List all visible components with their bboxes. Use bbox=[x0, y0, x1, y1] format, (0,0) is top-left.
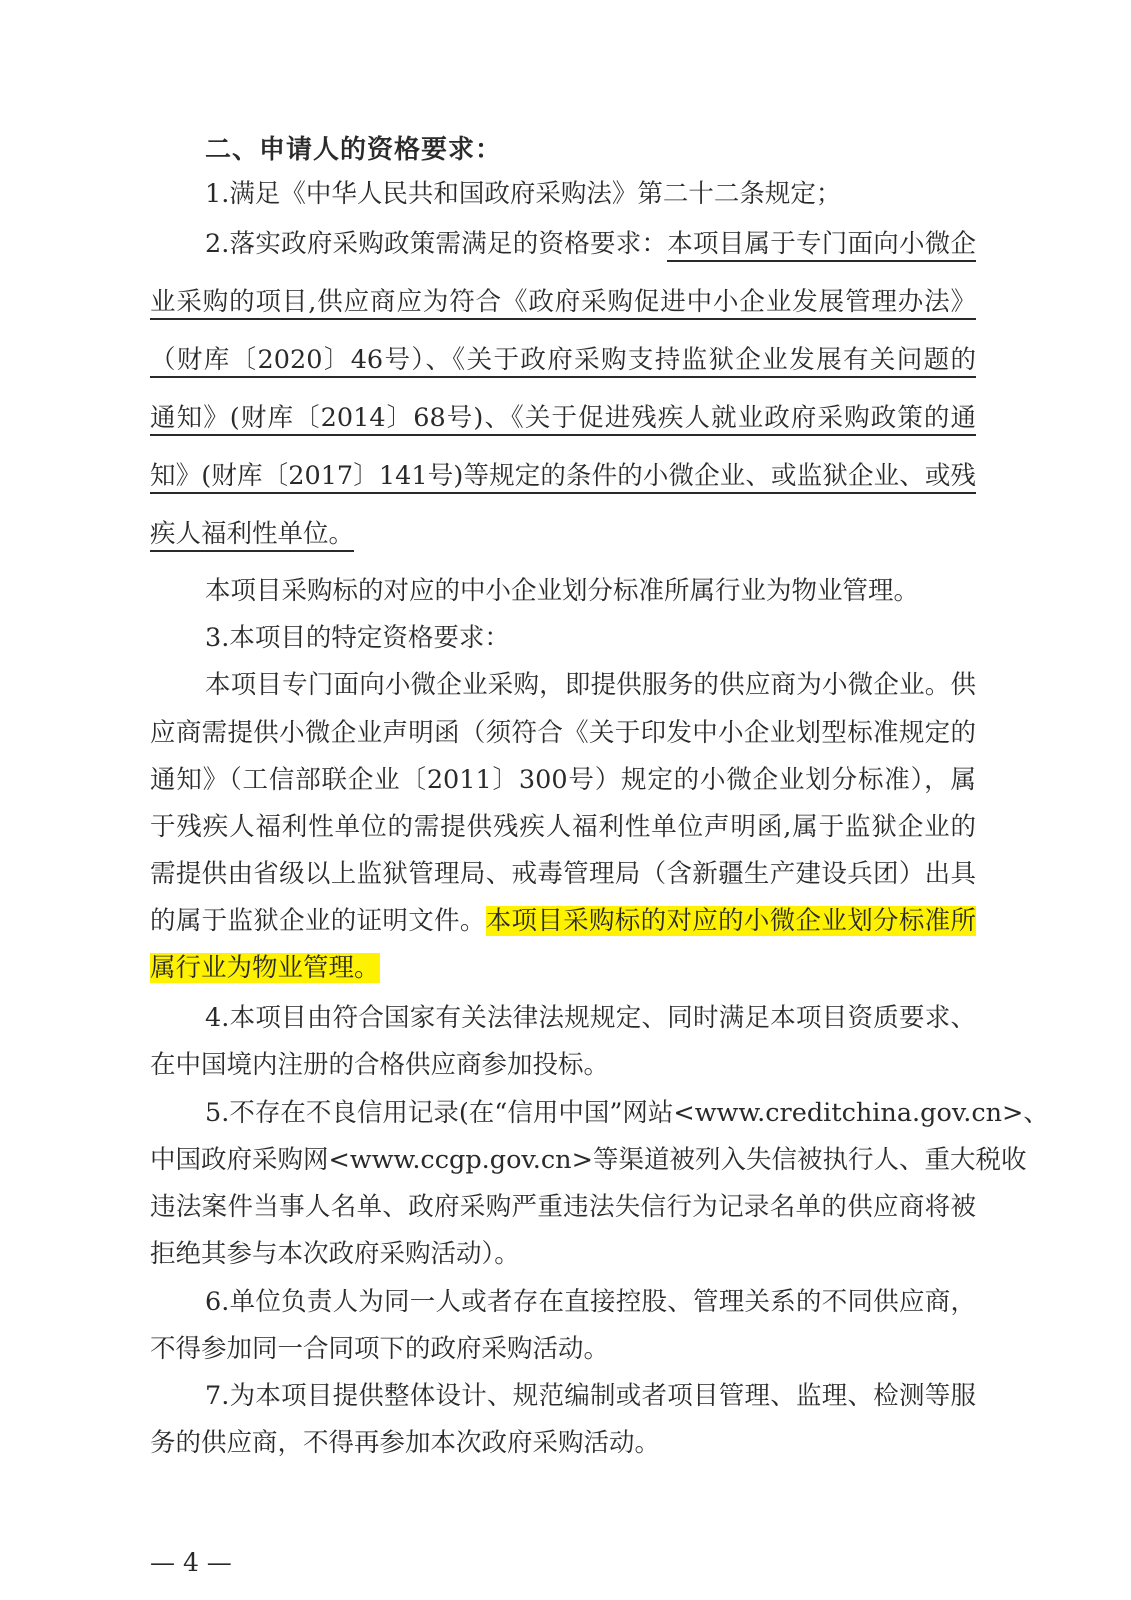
underlined-text: 业采购的项目,供应商应为符合《政府采购促进中小企业发展管理办法》 bbox=[150, 287, 976, 320]
paragraph-line: 的属于监狱企业的证明文件。本项目采购标的对应的小微企业划分标准所 bbox=[150, 906, 976, 936]
paragraph-line bbox=[150, 285, 976, 319]
underlined-text: （财库〔2020〕46号）、《关于政府采购支持监狱企业发展有关问题的 bbox=[150, 345, 976, 378]
paragraph-line: 违法案件当事人名单、政府采购严重违法失信行为记录名单的供应商将被 bbox=[150, 1192, 976, 1222]
paragraph-line: 5.不存在不良信用记录(在“信用中国”网站<www.creditchina.gov.cn>、 bbox=[205, 1098, 1049, 1128]
paragraph-line: 在中国境内注册的合格供应商参加投标。 bbox=[150, 1050, 610, 1080]
highlighted-text: 属行业为物业管理。 bbox=[150, 953, 380, 983]
underlined-text: 通知》(财库〔2014〕68号)、《关于促进残疾人就业政府采购政策的通 bbox=[150, 403, 976, 436]
paragraph-line: 6.单位负责人为同一人或者存在直接控股、管理关系的不同供应商， bbox=[205, 1287, 976, 1317]
paragraph-line: 需提供由省级以上监狱管理局、戒毒管理局（含新疆生产建设兵团）出具 bbox=[150, 859, 976, 889]
paragraph-line bbox=[150, 401, 976, 435]
paragraph-line: 本项目采购标的对应的中小企业划分标准所属行业为物业管理。 bbox=[205, 576, 920, 606]
paragraph-line: 务的供应商，不得再参加本次政府采购活动。 bbox=[150, 1428, 661, 1458]
section-heading: 二、申请人的资格要求： bbox=[205, 135, 503, 165]
paragraph-line: 于残疾人福利性单位的需提供残疾人福利性单位声明函,属于监狱企业的 bbox=[150, 812, 976, 842]
paragraph-line: 2.落实政府采购政策需满足的资格要求：本项目属于专门面向小微企 bbox=[205, 227, 976, 261]
paragraph-line bbox=[150, 459, 976, 493]
paragraph-line: 中国政府采购网<www.ccgp.gov.cn>等渠道被列入失信被执行人、重大税收 bbox=[150, 1145, 1027, 1175]
underlined-text: 疾人福利性单位。 bbox=[150, 519, 354, 552]
paragraph-line: 通知》（工信部联企业〔2011〕300号）规定的小微企业划分标准），属 bbox=[150, 765, 976, 795]
paragraph-line: 1.满足《中华人民共和国政府采购法》第二十二条规定； bbox=[205, 179, 842, 209]
paragraph-line: 4.本项目由符合国家有关法律法规规定、同时满足本项目资质要求、 bbox=[205, 1003, 976, 1033]
paragraph-line bbox=[150, 343, 976, 377]
paragraph-line bbox=[150, 517, 976, 551]
paragraph-line: 7.为本项目提供整体设计、规范编制或者项目管理、监理、检测等服 bbox=[205, 1381, 976, 1411]
paragraph-line: 本项目专门面向小微企业采购，即提供服务的供应商为小微企业。供 bbox=[205, 670, 976, 700]
highlighted-text: 本项目采购标的对应的小微企业划分标准所 bbox=[485, 906, 976, 936]
underlined-text: 知》(财库〔2017〕141号)等规定的条件的小微企业、或监狱企业、或残 bbox=[150, 461, 976, 494]
paragraph-line: 拒绝其参与本次政府采购活动）。 bbox=[150, 1239, 520, 1269]
page-number: — 4 — bbox=[150, 1548, 232, 1577]
paragraph-line: 不得参加同一合同项下的政府采购活动。 bbox=[150, 1334, 610, 1364]
paragraph-line: 应商需提供小微企业声明函（须符合《关于印发中小企业划型标准规定的 bbox=[150, 718, 976, 748]
paragraph-line bbox=[150, 951, 976, 985]
paragraph-line: 3.本项目的特定资格要求： bbox=[205, 623, 510, 653]
underlined-text: 本项目属于专门面向小微企 bbox=[667, 229, 976, 262]
